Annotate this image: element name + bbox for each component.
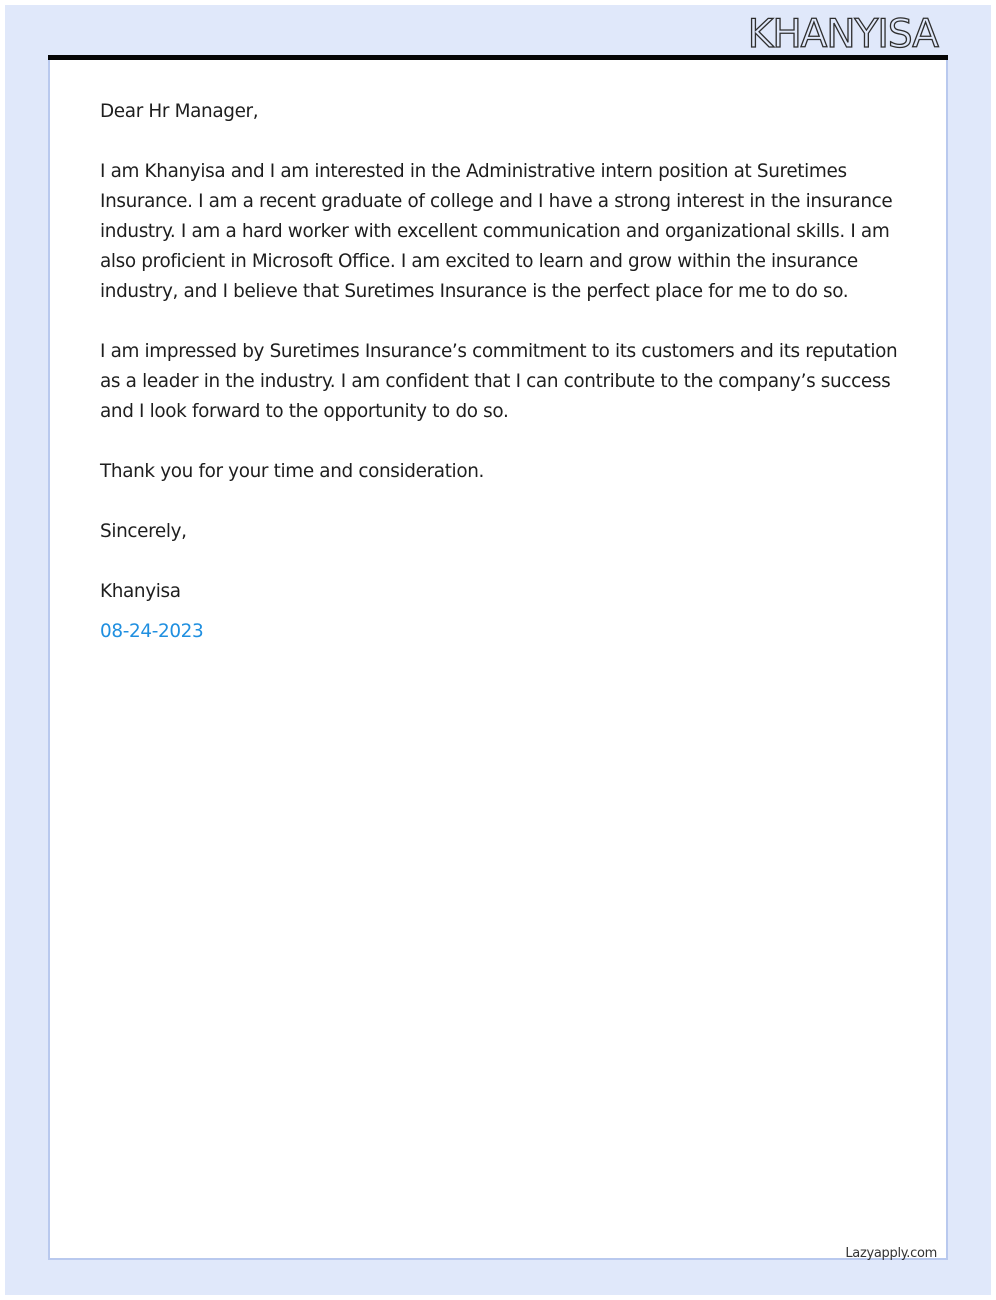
paragraph-intro: I am Khanyisa and I am interested in the Administrative intern position at Suretimes Insurance. I am a recent graduate of college and I have a strong interest in the insurance industry. I am a hard worker with excellent communication and organizational skills. I am also proficient in Microsoft Office. I am excited to learn and grow within the insurance industry, and I believe that Suretimes Insurance is the perfect place for me to do so. — [100, 161, 893, 302]
salutation: Dear Hr Manager, — [100, 101, 259, 122]
paragraph-company: I am impressed by Suretimes Insurance’s commitment to its customers and its reputation as a leader in the industry. I am confident that I can contribute to the company’s success and I look forward to the opportunity to do so. — [100, 341, 898, 422]
letter-date: 08-24-2023 — [100, 621, 204, 642]
letter-body — [100, 97, 900, 677]
thanks-line: Thank you for your time and consideration. — [100, 461, 485, 482]
applicant-name-header: KHANYISA — [747, 12, 938, 57]
closing: Sincerely, — [100, 521, 187, 542]
footer-brand: Lazyapply.com — [845, 1246, 937, 1261]
signature: Khanyisa — [100, 581, 181, 602]
